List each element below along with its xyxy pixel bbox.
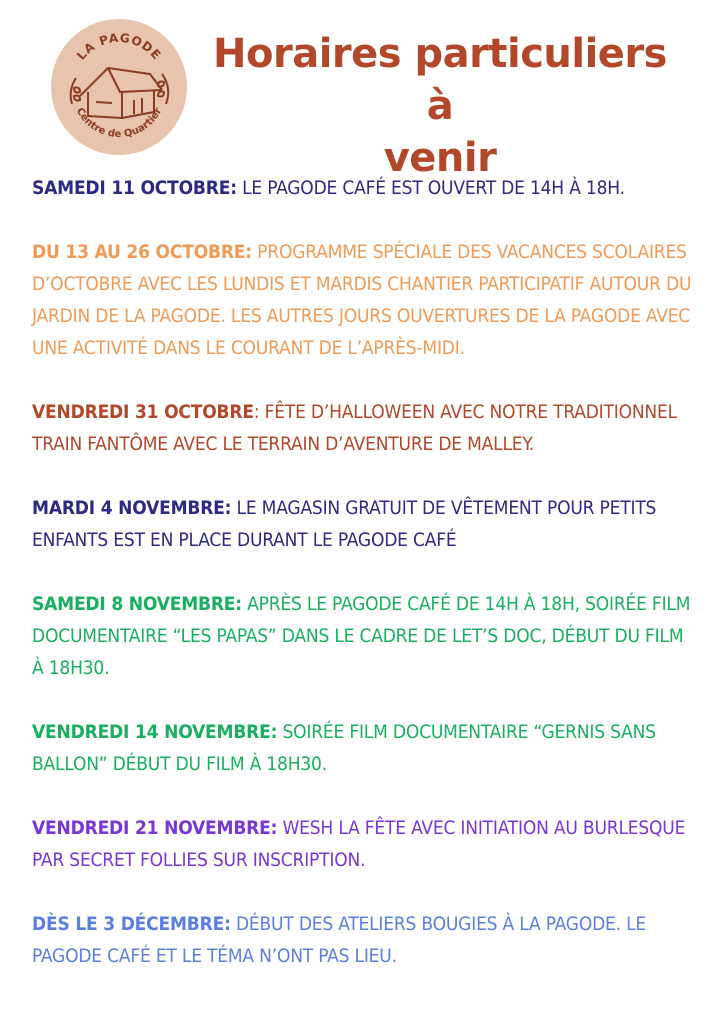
events-list: [32, 172, 698, 1004]
event-item: [32, 588, 698, 684]
event-description: : FÊTE D’HALLOWEEN AVEC NOTRE TRADITIONNEL TRAIN FANTÔME AVEC LE TERRAIN D’AVENTURE DE MALLEY.: [32, 401, 677, 455]
title-line-1: Horaires particuliers à: [213, 31, 667, 129]
logo-bottom-text: Centre de Quartier: [73, 106, 165, 141]
pagode-logo: [50, 18, 188, 156]
event-item: [32, 396, 698, 460]
event-date: SAMEDI 11 OCTOBRE:: [32, 177, 237, 199]
event-description: SOIRÉE FILM DOCUMENTAIRE “GERNIS SANS BALLON” DÉBUT DU FILM À 18H30.: [32, 721, 656, 775]
house-icon: [50, 18, 188, 156]
logo-top-text: LA PAGODE: [73, 30, 165, 63]
event-date: VENDREDI 31 OCTOBRE: [32, 401, 254, 423]
event-date: MARDI 4 NOVEMBRE:: [32, 497, 232, 519]
event-description: LE PAGODE CAFÉ EST OUVERT DE 14H À 18H.: [236, 177, 625, 199]
event-date: DÈS LE 3 DÉCEMBRE:: [32, 913, 231, 935]
page-title: [200, 28, 680, 184]
event-item: [32, 716, 698, 780]
event-item: [32, 172, 698, 204]
event-description: PROGRAMME SPÉCIALE DES VACANCES SCOLAIRES D’OCTOBRE AVEC LES LUNDIS ET MARDIS CHANTIER PARTICIPATIF AUTOUR DU JARDIN DE LA PAGODE. LES AUTRES JOURS OUVERTURES DE LA PAGODE AVEC UNE ACTIVITÉ DANS LE COURANT DE L’APRÈS-MIDI.: [32, 241, 692, 359]
event-item: [32, 908, 698, 972]
event-description: DÉBUT DES ATELIERS BOUGIES À LA PAGODE. LE PAGODE CAFÉ ET LE TÉMA N’ONT PAS LIEU.: [32, 913, 647, 967]
event-date: SAMEDI 8 NOVEMBRE:: [32, 593, 242, 615]
event-description: LE MAGASIN GRATUIT DE VÊTEMENT POUR PETITS ENFANTS EST EN PLACE DURANT LE PAGODE CAFÉ: [32, 497, 657, 551]
event-item: [32, 236, 698, 364]
event-description: APRÈS LE PAGODE CAFÉ DE 14H À 18H, SOIRÉE FILM DOCUMENTAIRE “LES PAPAS” DANS LE CADRE DE LET’S DOC, DÉBUT DU FILM À 18H30.: [32, 593, 691, 679]
event-item: [32, 492, 698, 556]
event-date: DU 13 AU 26 OCTOBRE:: [32, 241, 252, 263]
event-date: VENDREDI 14 NOVEMBRE:: [32, 721, 278, 743]
event-description: WESH LA FÊTE AVEC INITIATION AU BURLESQUE PAR SECRET FOLLIES SUR INSCRIPTION.: [32, 817, 686, 871]
event-date: VENDREDI 21 NOVEMBRE:: [32, 817, 278, 839]
event-item: [32, 812, 698, 876]
title-line-2: venir: [383, 135, 497, 181]
